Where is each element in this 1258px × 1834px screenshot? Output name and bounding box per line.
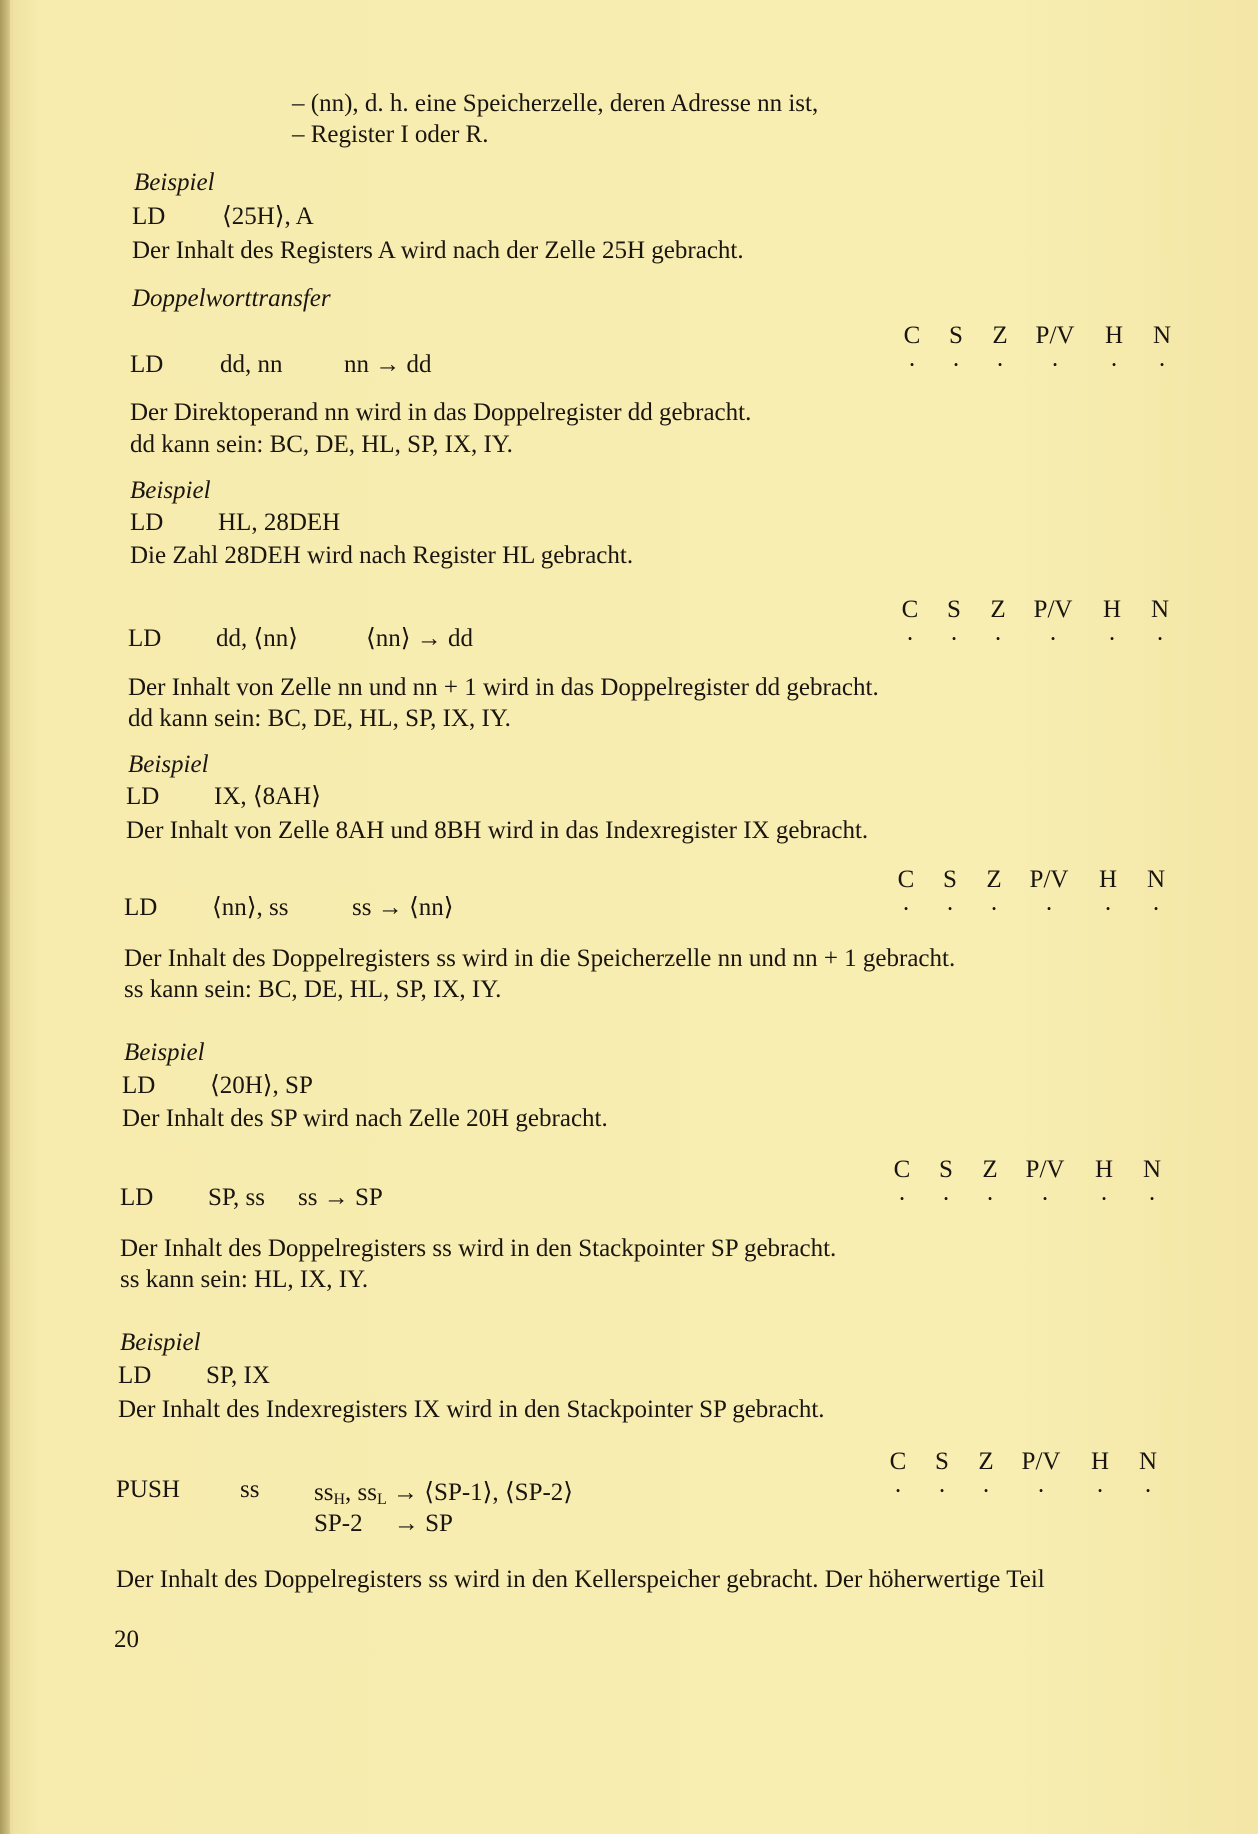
flag-pv: P/V (1025, 1156, 1065, 1183)
flag-value: · (893, 1478, 903, 1505)
instruction-description: Der Inhalt des Doppelregisters ss wird in die Speicherzelle nn und nn + 1 gebracht. (124, 945, 956, 972)
flag-values-row (876, 1478, 1170, 1506)
flag-value: · (1099, 1186, 1109, 1213)
flag-z: Z (986, 866, 1002, 893)
page-binding-edge (0, 0, 10, 1834)
instruction-operation: nn → dd (344, 351, 432, 378)
flag-value: · (901, 896, 911, 923)
flag-c: C (901, 596, 919, 623)
op-part: → ⟨SP-1⟩, ⟨SP-2⟩ (386, 1479, 574, 1506)
example-heading: Beispiel (124, 1039, 205, 1066)
flag-value: · (1095, 1478, 1105, 1505)
example-mnemonic: LD (130, 509, 164, 536)
flag-values-row (888, 626, 1182, 654)
instruction-description: Der Inhalt des Doppelregisters ss wird in den Kellerspeicher gebracht. Der höherwertige Teil (116, 1566, 1045, 1593)
example-text: Der Inhalt des Registers A wird nach der Zelle 25H gebracht. (132, 237, 744, 264)
section-title: Doppelworttransfer (132, 285, 331, 312)
flag-n: N (1138, 1448, 1158, 1475)
flag-pv: P/V (1029, 866, 1069, 893)
flag-value: · (989, 896, 999, 923)
flag-value: · (985, 1186, 995, 1213)
list-item: – (nn), d. h. eine Speicherzelle, deren Adresse nn ist, (292, 90, 819, 117)
flag-value: · (945, 896, 955, 923)
instruction-operation: ⟨nn⟩ → dd (366, 625, 474, 652)
example-heading: Beispiel (120, 1329, 201, 1356)
example-text: Der Inhalt von Zelle 8AH und 8BH wird in das Indexregister IX gebracht. (126, 817, 869, 844)
flag-value: · (1040, 1186, 1050, 1213)
flag-s: S (943, 866, 957, 893)
flag-h: H (1098, 866, 1118, 893)
flag-h: H (1102, 596, 1122, 623)
flag-value: · (1109, 352, 1119, 379)
op-subscript: L (377, 1491, 387, 1508)
flag-value: · (981, 1478, 991, 1505)
flag-value: · (897, 1186, 907, 1213)
page-number: 20 (114, 1626, 139, 1653)
flag-pv: P/V (1033, 596, 1073, 623)
flag-c: C (889, 1448, 907, 1475)
example-operand: SP, IX (206, 1362, 270, 1389)
instruction-operation: ss → SP (298, 1184, 383, 1211)
flag-header-row (890, 322, 1184, 350)
flag-value: · (949, 626, 959, 653)
instruction-operands: dd, nn (220, 351, 283, 378)
example-operand: IX, ⟨8AH⟩ (214, 783, 321, 810)
example-heading: Beispiel (128, 751, 209, 778)
list-item: – Register I oder R. (292, 121, 489, 148)
instruction-operands: SP, ss (208, 1184, 265, 1211)
flag-value: · (937, 1478, 947, 1505)
flag-pv: P/V (1021, 1448, 1061, 1475)
flag-values-row (884, 896, 1178, 924)
flag-s: S (939, 1156, 953, 1183)
flag-value: · (993, 626, 1003, 653)
flag-c: C (897, 866, 915, 893)
flag-value: · (1147, 1186, 1157, 1213)
flag-s: S (947, 596, 961, 623)
flag-z: Z (992, 322, 1008, 349)
instruction-description: dd kann sein: BC, DE, HL, SP, IX, IY. (128, 705, 511, 732)
flag-value: · (1050, 352, 1060, 379)
instruction-description: Der Inhalt von Zelle nn und nn + 1 wird in das Doppelregister dd gebracht. (128, 674, 879, 701)
flag-values-row (880, 1186, 1174, 1214)
instruction-mnemonic: LD (128, 625, 162, 652)
flag-h: H (1090, 1448, 1110, 1475)
example-text: Die Zahl 28DEH wird nach Register HL gebracht. (130, 542, 634, 569)
flag-value: · (907, 352, 917, 379)
flag-value: · (1151, 896, 1161, 923)
op-part: ss (314, 1479, 334, 1506)
flag-c: C (893, 1156, 911, 1183)
flag-value: · (941, 1186, 951, 1213)
instruction-description: dd kann sein: BC, DE, HL, SP, IX, IY. (130, 431, 513, 458)
example-mnemonic: LD (126, 783, 160, 810)
example-heading: Beispiel (134, 169, 215, 196)
flag-n: N (1142, 1156, 1162, 1183)
example-operand: ⟨20H⟩, SP (210, 1072, 313, 1099)
example-text: Der Inhalt des Indexregisters IX wird in den Stackpointer SP gebracht. (118, 1396, 825, 1423)
instruction-mnemonic: LD (120, 1184, 154, 1211)
flag-value: · (951, 352, 961, 379)
instruction-description: Der Inhalt des Doppelregisters ss wird in den Stackpointer SP gebracht. (120, 1235, 837, 1262)
flag-value: · (1036, 1478, 1046, 1505)
flag-header-row (880, 1156, 1174, 1184)
flag-header-row (876, 1448, 1170, 1476)
instruction-mnemonic: LD (130, 351, 164, 378)
flag-z: Z (990, 596, 1006, 623)
flag-s: S (935, 1448, 949, 1475)
example-mnemonic: LD (122, 1072, 156, 1099)
instruction-operands: ⟨nn⟩, ss (212, 894, 289, 921)
example-mnemonic: LD (118, 1362, 152, 1389)
flag-n: N (1150, 596, 1170, 623)
op-subscript: H (333, 1491, 346, 1508)
instruction-description: ss kann sein: HL, IX, IY. (120, 1266, 369, 1293)
flag-c: C (903, 322, 921, 349)
flag-z: Z (978, 1448, 994, 1475)
example-operand: HL, 28DEH (218, 509, 341, 536)
instruction-operation: SP-2 → SP (314, 1510, 453, 1537)
instruction-mnemonic: LD (124, 894, 158, 921)
flag-s: S (949, 322, 963, 349)
flag-value: · (1143, 1478, 1153, 1505)
instruction-operands: ss (240, 1476, 260, 1503)
instruction-mnemonic: PUSH (116, 1476, 180, 1503)
flag-header-row (888, 596, 1182, 624)
instruction-description: ss kann sein: BC, DE, HL, SP, IX, IY. (124, 976, 502, 1003)
op-part: , ss (345, 1479, 377, 1506)
flag-z: Z (982, 1156, 998, 1183)
flag-header-row (884, 866, 1178, 894)
flag-value: · (1107, 626, 1117, 653)
flag-h: H (1094, 1156, 1114, 1183)
flag-value: · (1103, 896, 1113, 923)
example-text: Der Inhalt des SP wird nach Zelle 20H gebracht. (122, 1105, 608, 1132)
flag-value: · (1048, 626, 1058, 653)
flag-pv: P/V (1035, 322, 1075, 349)
flag-values-row (890, 352, 1184, 380)
flag-value: · (1044, 896, 1054, 923)
flag-h: H (1104, 322, 1124, 349)
instruction-operation: ss → ⟨nn⟩ (352, 894, 454, 921)
flag-value: · (905, 626, 915, 653)
flag-value: · (1157, 352, 1167, 379)
instruction-operands: dd, ⟨nn⟩ (216, 625, 299, 652)
example-operand: ⟨25H⟩, A (222, 203, 314, 230)
instruction-description: Der Direktoperand nn wird in das Doppelregister dd gebracht. (130, 399, 752, 426)
flag-n: N (1152, 322, 1172, 349)
example-mnemonic: LD (132, 203, 166, 230)
example-heading: Beispiel (130, 477, 211, 504)
flag-value: · (1155, 626, 1165, 653)
flag-value: · (995, 352, 1005, 379)
flag-n: N (1146, 866, 1166, 893)
